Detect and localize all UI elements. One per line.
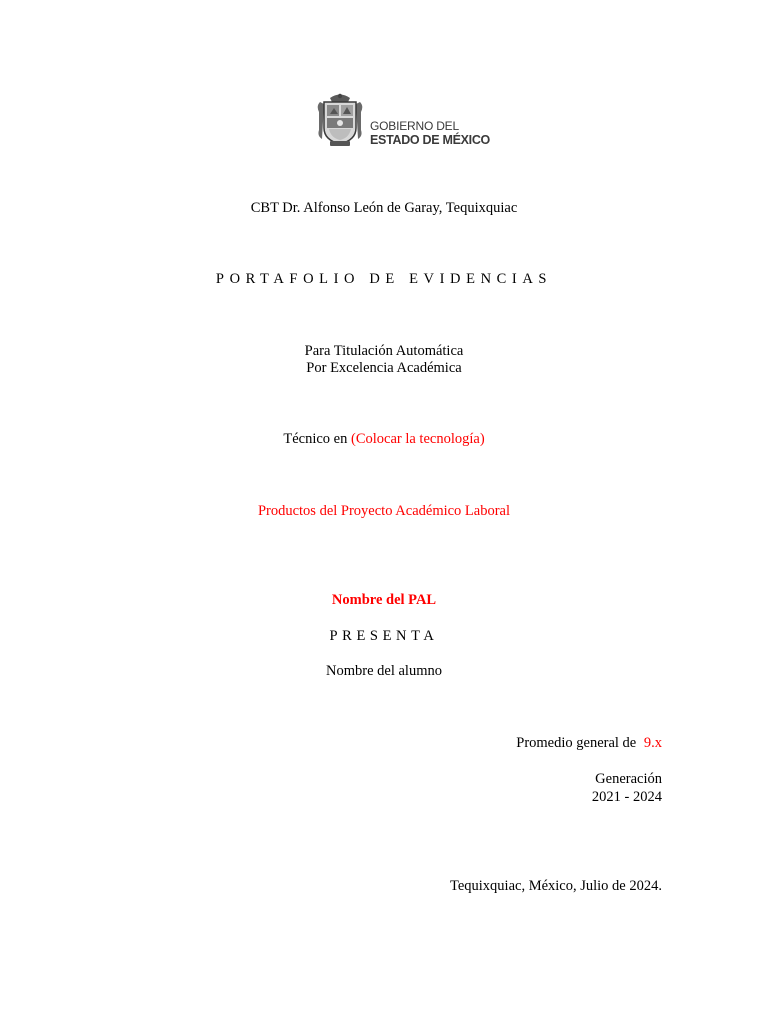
generation-label: Generación xyxy=(595,771,662,787)
average-value: 9.x xyxy=(643,735,662,751)
average-line xyxy=(300,734,662,752)
place-date: Tequixquiac, México, Julio de 2024. xyxy=(449,878,662,894)
logo-text-line2: ESTADO DE MÉXICO xyxy=(370,133,490,147)
document-title: PORTAFOLIO DE EVIDENCIAS xyxy=(215,271,553,287)
student-name: Nombre del alumno xyxy=(326,663,442,679)
technician-line xyxy=(0,430,768,448)
technology-placeholder: (Colocar la tecnología) xyxy=(350,431,485,447)
pal-name: Nombre del PAL xyxy=(331,592,437,608)
products-heading: Productos del Proyecto Académico Laboral xyxy=(257,503,511,519)
average-label: Promedio general de xyxy=(516,735,637,751)
purpose-line-2: Por Excelencia Académica xyxy=(306,360,462,376)
generation-years: 2021 - 2024 xyxy=(591,789,662,805)
institution-name: CBT Dr. Alfonso León de Garay, Tequixquiac xyxy=(250,200,518,216)
technician-prefix: Técnico en xyxy=(283,431,348,447)
presenta-label: PRESENTA xyxy=(329,628,439,644)
government-logo xyxy=(316,92,501,150)
crest-icon xyxy=(316,92,364,148)
logo-text-line1: GOBIERNO DEL xyxy=(370,119,459,133)
purpose-line-1: Para Titulación Automática xyxy=(304,343,464,359)
